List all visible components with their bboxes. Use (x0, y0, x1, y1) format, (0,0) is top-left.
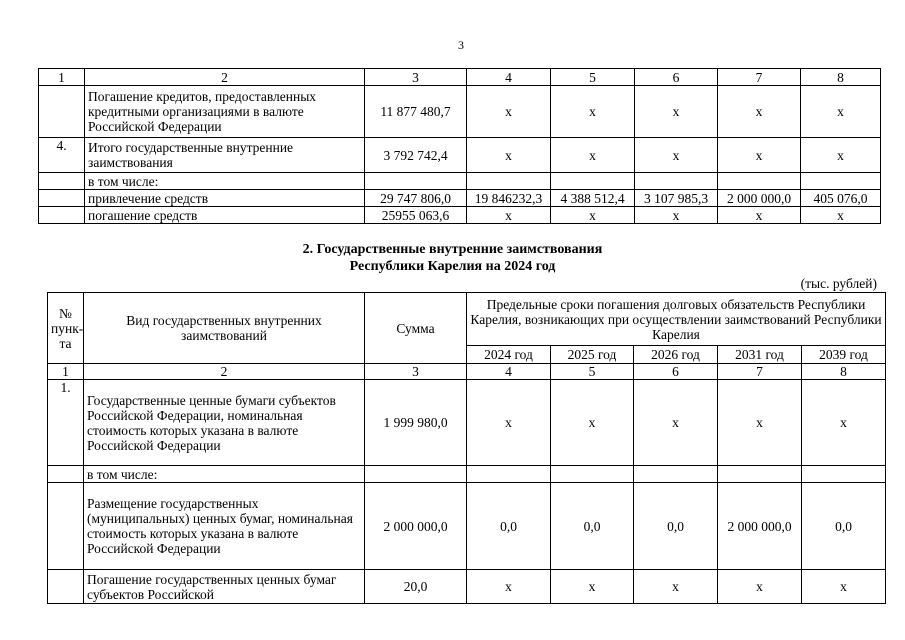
row-value: 2 000 000,0 (718, 190, 801, 207)
row-value: х (635, 86, 718, 138)
row-name: Итого государственные внутренние заимствования (85, 138, 365, 173)
column-number-row (48, 364, 886, 380)
row-value: 19 846232,3 (467, 190, 551, 207)
row-sum (365, 466, 467, 483)
row-value: х (551, 570, 634, 604)
column-number: 6 (634, 364, 718, 380)
row-value (467, 173, 551, 190)
row-value: х (551, 86, 635, 138)
row-number: 4. (39, 138, 85, 173)
column-number: 1 (48, 364, 84, 380)
borrowings-table-continued (38, 68, 881, 224)
row-name: Погашение кредитов, предоставленных кредитными организациями в валюте Российской Федерации (85, 86, 365, 138)
section-title: 2. Государственные внутренние заимствования (302, 242, 603, 257)
row-number (39, 173, 85, 190)
row-value: х (802, 570, 886, 604)
column-number: 4 (467, 364, 551, 380)
row-value (802, 466, 886, 483)
column-number: 4 (467, 69, 551, 86)
column-number: 1 (39, 69, 85, 86)
row-value: х (718, 86, 801, 138)
row-value: х (718, 207, 801, 224)
column-number: 8 (802, 364, 886, 380)
table-row (48, 483, 886, 570)
column-number: 5 (551, 364, 634, 380)
row-value: 4 388 512,4 (551, 190, 635, 207)
row-value (467, 466, 551, 483)
header-number: № пунк-та (48, 293, 84, 364)
row-value: 0,0 (467, 483, 551, 570)
row-value: 0,0 (802, 483, 886, 570)
row-value: х (467, 207, 551, 224)
row-value (634, 466, 718, 483)
row-name: привлечение средств (85, 190, 365, 207)
column-number: 6 (635, 69, 718, 86)
row-number (48, 570, 84, 604)
row-value (718, 173, 801, 190)
table-row (39, 138, 881, 173)
borrowings-table-2024 (47, 292, 886, 604)
row-value: х (634, 570, 718, 604)
row-value: х (801, 138, 881, 173)
row-value (551, 173, 635, 190)
row-value: 0,0 (634, 483, 718, 570)
header-sum: Сумма (365, 293, 467, 364)
row-value: 0,0 (551, 483, 634, 570)
row-sum: 25955 063,6 (365, 207, 467, 224)
row-value: х (467, 380, 551, 466)
header-terms: Предельные сроки погашения долговых обязательств Республики Карелия, возникающих при осуществлении заимствований Республики Карелия (467, 293, 886, 346)
column-number: 2 (84, 364, 365, 380)
header-year: 2025 год (551, 346, 634, 364)
row-number (39, 207, 85, 224)
row-value: х (551, 138, 635, 173)
header-year: 2026 год (634, 346, 718, 364)
row-sum: 1 999 980,0 (365, 380, 467, 466)
row-name: погашение средств (85, 207, 365, 224)
row-value: х (802, 380, 886, 466)
column-number: 3 (365, 364, 467, 380)
row-sum: 11 877 480,7 (365, 86, 467, 138)
row-value: х (718, 380, 802, 466)
row-value: х (551, 207, 635, 224)
row-value: 3 107 985,3 (635, 190, 718, 207)
column-number: 7 (718, 364, 802, 380)
units-label: (тыс. рублей) (800, 276, 877, 291)
row-value: х (634, 380, 718, 466)
row-number (48, 483, 84, 570)
column-number: 3 (365, 69, 467, 86)
row-name: Размещение государственных (муниципальных) ценных бумаг, номинальная стоимость которых указана в валюте Российской Федерации (84, 483, 365, 570)
row-value: х (635, 207, 718, 224)
row-number (39, 190, 85, 207)
header-year: 2024 год (467, 346, 551, 364)
row-value: х (467, 138, 551, 173)
header-row (48, 293, 886, 346)
row-value: 405 076,0 (801, 190, 881, 207)
row-value: х (551, 380, 634, 466)
row-sum: 3 792 742,4 (365, 138, 467, 173)
column-number: 2 (85, 69, 365, 86)
row-sum: 29 747 806,0 (365, 190, 467, 207)
section-subtitle: Республики Карелия на 2024 год (349, 259, 556, 274)
column-number: 8 (801, 69, 881, 86)
row-name: в том числе: (84, 466, 365, 483)
row-name: Государственные ценные бумаги субъектов Российской Федерации, номинальная стоимость которых указана в валюте Российской Федерации (84, 380, 365, 466)
table-row (39, 173, 881, 190)
row-value: 2 000 000,0 (718, 483, 802, 570)
table-row (48, 466, 886, 483)
row-number (48, 466, 84, 483)
header-year: 2031 год (718, 346, 802, 364)
row-number (39, 86, 85, 138)
row-name: Погашение государственных ценных бумаг субъектов Российской (84, 570, 365, 604)
row-value: х (801, 86, 881, 138)
header-year: 2039 год (802, 346, 886, 364)
row-number: 1. (48, 380, 84, 466)
row-value: х (467, 86, 551, 138)
row-value (635, 173, 718, 190)
column-number: 5 (551, 69, 635, 86)
row-sum: 2 000 000,0 (365, 483, 467, 570)
row-name: в том числе: (85, 173, 365, 190)
table-row (39, 207, 881, 224)
row-value: х (467, 570, 551, 604)
row-value (801, 173, 881, 190)
row-value: х (801, 207, 881, 224)
column-number-row (39, 69, 881, 86)
row-sum (365, 173, 467, 190)
row-value: х (718, 138, 801, 173)
column-number: 7 (718, 69, 801, 86)
table-row (39, 86, 881, 138)
header-kind: Вид государственных внутренних заимствований (84, 293, 365, 364)
page-number: 3 (458, 38, 464, 52)
row-value: х (718, 570, 802, 604)
table-row (48, 570, 886, 604)
row-sum: 20,0 (365, 570, 467, 604)
row-value (551, 466, 634, 483)
row-value: х (635, 138, 718, 173)
row-value (718, 466, 802, 483)
table-row (39, 190, 881, 207)
table-row (48, 380, 886, 466)
